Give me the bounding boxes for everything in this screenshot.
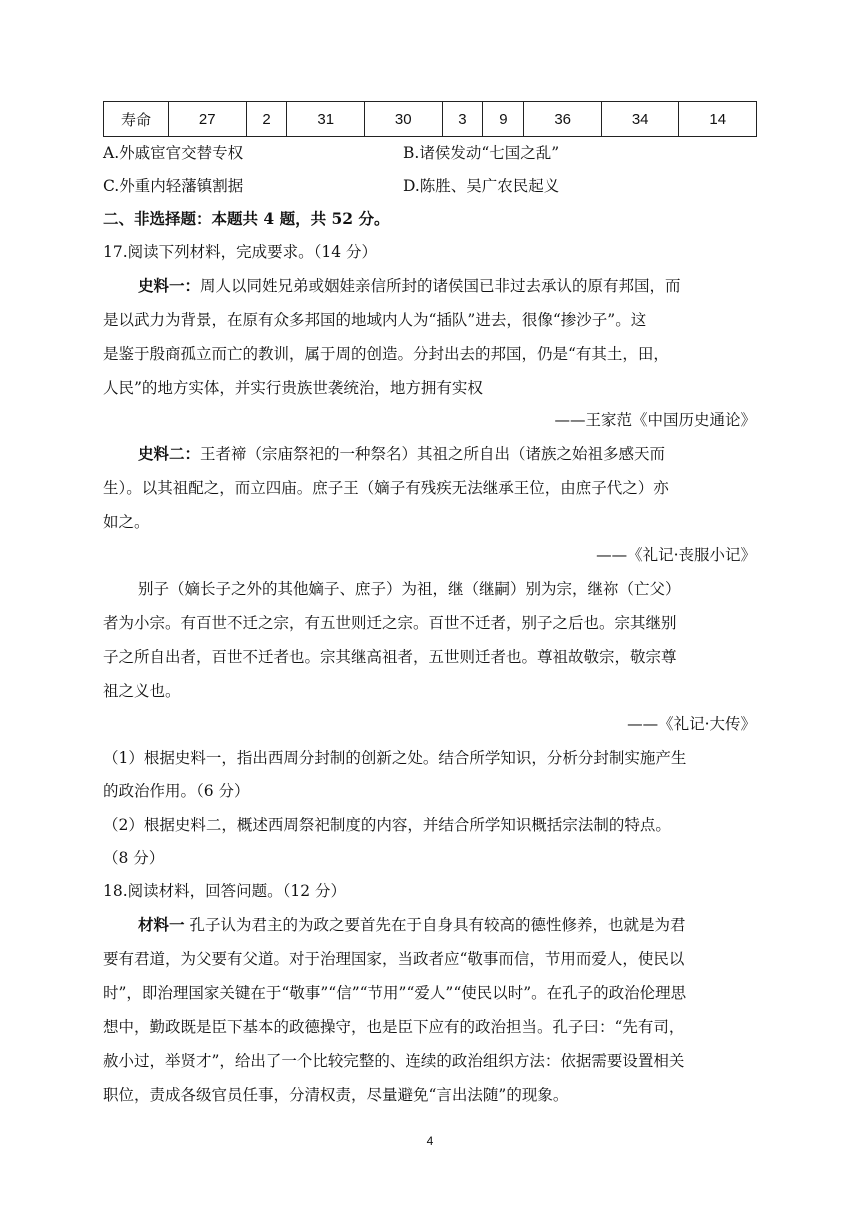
q17-material2-line: 如之。	[103, 513, 150, 531]
table-cell: 14	[679, 102, 757, 137]
table-cell: 31	[287, 102, 365, 137]
q17-material3-source: ——《礼记·大传》	[627, 715, 756, 733]
q17-material2-source: ——《礼记·丧服小记》	[596, 546, 756, 564]
option-d: D.陈胜、吴广农民起义	[403, 177, 560, 195]
q17-subquestion-2-cont: （8 分）	[103, 849, 165, 867]
page-number: 4	[426, 1134, 434, 1148]
q17-material1-text: 周人以同姓兄弟或姻娃亲信所封的诸侯国已非过去承认的原有邦国，而	[200, 277, 681, 295]
q17-material1-line: 是鉴于殷商孤立而亡的教训，属于周的创造。分封出去的邦国，仍是“有其土，田，	[103, 345, 669, 363]
q18-material1-line: 职位，责成各级官员任事，分清权责，尽量避免“言出法随”的现象。	[103, 1086, 569, 1104]
table-cell: 36	[524, 102, 602, 137]
q17-material3-line: 别子（嫡长子之外的其他嫡子、庶子）为祖，继（继嗣）别为宗，继祢（亡父）	[138, 580, 681, 598]
q17-material1-line: 是以武力为背景，在原有众多邦国的地域内人为“插队”进去，很像“掺沙子”。这	[103, 311, 647, 329]
table-row	[104, 102, 757, 137]
q17-material3-line: 子之所自出者，百世不迁者也。宗其继高祖者，五世则迁者也。尊祖故敬宗，敬宗尊	[103, 648, 677, 666]
q17-material2-text: 王者禘（宗庙祭祀的一种祭名）其祖之所自出（诸族之始祖多感天而	[200, 445, 666, 463]
q18-material1-line: 想中，勤政既是臣下基本的政德操守，也是臣下应有的政治担当。孔子曰：“先有司，	[103, 1018, 685, 1036]
q17-material1-line: 人民”的地方实体，并实行贵族世袭统治，地方拥有实权	[103, 379, 483, 397]
q17-material3-line: 者为小宗。有百世不迁之宗，有五世则迁之宗。百世不迁者，别子之后也。宗其继别	[103, 614, 677, 632]
table-cell: 30	[364, 102, 442, 137]
q17-subquestion-2: （2）根据史料二，概述西周祭祀制度的内容，并结合所学知识概括宗法制的特点。	[103, 816, 671, 834]
q17-material1-source: ——王家范《中国历史通论》	[554, 411, 756, 429]
q17-subquestion-1-cont: 的政治作用。（6 分）	[103, 782, 250, 800]
option-b: B.诸侯发动“七国之乱”	[403, 144, 560, 162]
q17-material2-line	[138, 444, 665, 464]
q18-material1-line: 时”，即治理国家关键在于“敬事”“信”“节用”“爱人”“使民以时”。在孔子的政治伦理思	[103, 984, 687, 1002]
q18-material1-line: 赦小过，举贤才”，给出了一个比较完整的、连续的政治组织方法：依据需要设置相关	[103, 1052, 685, 1070]
q18-material1-label: 材料一	[138, 915, 185, 934]
table-cell: 27	[169, 102, 247, 137]
q17-material3-line: 祖之义也。	[103, 682, 181, 700]
q17-material1-label: 史料一：	[138, 276, 201, 295]
q17-subquestion-1: （1）根据史料一，指出西周分封制的创新之处。结合所学知识，分析分封制实施产生	[103, 749, 687, 767]
lifespan-table	[103, 101, 757, 137]
table-cell: 9	[483, 102, 524, 137]
q18-material1-text: 孔子认为君主的为政之要首先在于自身具有较高的德性修养，也就是为君	[184, 916, 686, 934]
q17-material2-label: 史料二：	[138, 444, 201, 463]
q18-material1-line: 要有君道，为父要有父道。对于治理国家，当政者应“敬事而信，节用而爱人，使民以	[103, 950, 685, 968]
table-cell-label: 寿命	[104, 102, 169, 137]
q17-material1-line	[138, 276, 681, 296]
option-c: C.外重内轻藩镇割据	[103, 177, 244, 195]
table-cell: 2	[246, 102, 287, 137]
q18-title: 18.阅读材料，回答问题。（12 分）	[103, 882, 347, 900]
table-cell: 3	[442, 102, 483, 137]
section-heading: 二、非选择题：本题共 4 题，共 52 分。	[103, 209, 390, 228]
option-a: A.外戚宦官交替专权	[103, 144, 244, 162]
q17-material2-line: 生）。以其祖配之，而立四庙。庶子王（嫡子有残疾无法继承王位，由庶子代之）亦	[103, 479, 669, 497]
table-cell: 34	[601, 102, 679, 137]
q18-material1-line	[138, 915, 685, 935]
q17-title: 17.阅读下列材料，完成要求。（14 分）	[103, 243, 378, 261]
